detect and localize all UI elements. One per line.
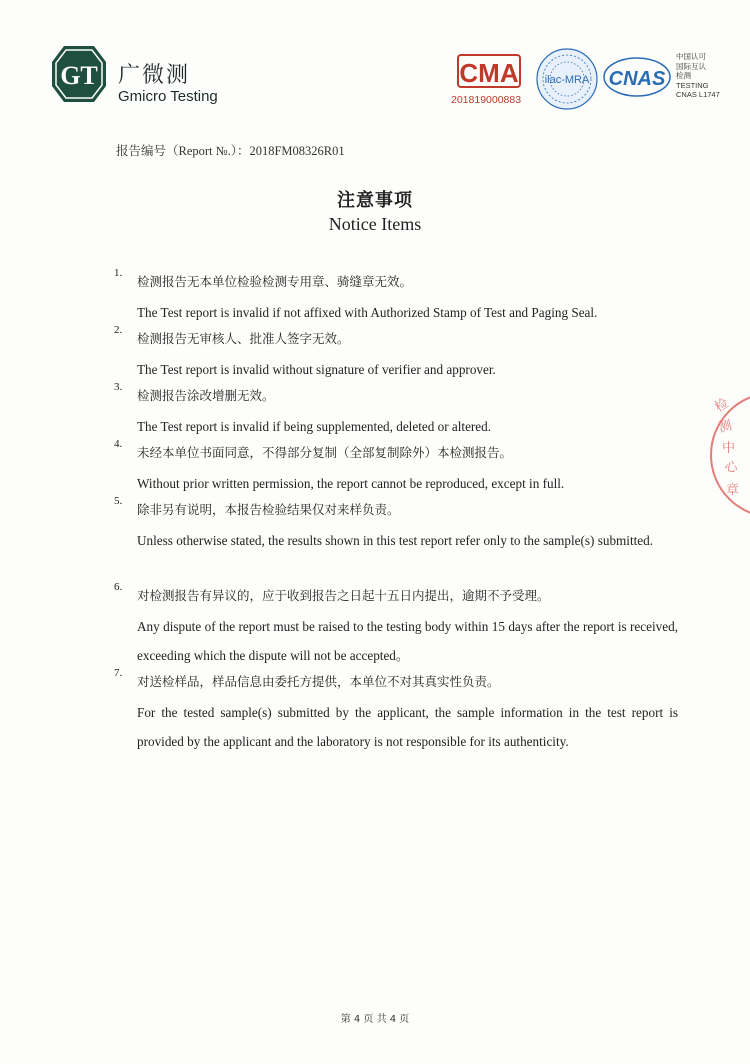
cnas-logo-icon [602,55,672,100]
item-text-en: The Test report is invalid without signature of verifier and approver. [137,362,496,377]
svg-text:心: 心 [723,459,739,477]
item-number: 5. [114,495,123,507]
cnas-info: 中国认可 国际互认 检测 TESTING CNAS L1747 [676,52,720,99]
item-number: 6. [114,581,123,593]
item-text-en: Without prior written permission, the report cannot be reproduced, except in full. [137,476,565,491]
cma-number: 201819000883 [451,94,522,106]
svg-text:GT: GT [60,61,98,90]
svg-text:CNAS: CNAS [608,68,666,90]
svg-text:ilac-MRA: ilac-MRA [544,74,590,86]
gmicro-logo-icon [50,44,108,104]
item-text-en: The Test report is invalid if not affixed with Authorized Stamp of Test and Paging Seal. [137,305,598,320]
svg-text:测: 测 [717,418,734,436]
item-text-en: Unless otherwise stated, the results shown in this test report refer only to the sample(s) submitted. [137,533,654,548]
ilac-mra-logo-icon [533,47,601,111]
item-text-en: The Test report is invalid if being supplemented, deleted or altered. [137,419,492,434]
svg-text:中: 中 [722,441,736,456]
item-text-cn: 检测报告无本单位检验检测专用章、骑缝章无效。 [137,274,413,289]
item-text-cn: 未经本单位书面同意，不得部分复制（全部复制除外）本检测报告。 [137,445,513,460]
item-text-en: Any dispute of the report must be raised to the testing body within 15 days after the report is received, exceeding which the dispute will not be accepted。 [137,619,678,663]
page-title-cn: 注意事项 [337,190,413,211]
svg-text:检: 检 [712,395,732,416]
brand-name-en: Gmicro Testing [118,88,218,105]
item-text-cn: 检测报告涂改增删无效。 [137,388,275,403]
item-text-cn: 检测报告无审核人、批准人签字无效。 [137,331,350,346]
item-text-cn: 除非另有说明，本报告检验结果仅对来样负责。 [137,502,400,517]
item-number: 1. [114,267,123,279]
item-number: 2. [114,324,123,336]
item-number: 7. [114,667,123,679]
item-number: 3. [114,381,123,393]
item-text-en: For the tested sample(s) submitted by the applicant, the sample information in the test report is provided by the applicant and the laboratory is not responsible for its authenticity. [137,705,678,749]
paging-seal-stamp [688,390,750,520]
cma-logo-icon [457,52,521,90]
page-number: 第 4 页 共 4 页 [340,1014,410,1025]
report-number: 报告编号（Report №.）：2018FM08326R01 [116,144,345,158]
svg-text:CMA: CMA [459,58,519,88]
svg-text:章: 章 [726,483,740,498]
page-title-en: Notice Items [328,214,422,234]
item-number: 4. [114,438,123,450]
brand-name-cn: 广微测 [118,63,191,88]
item-text-cn: 对送检样品，样品信息由委托方提供，本单位不对其真实性负责。 [137,674,500,689]
item-text-cn: 对检测报告有异议的，应于收到报告之日起十五日内提出，逾期不予受理。 [137,588,550,603]
